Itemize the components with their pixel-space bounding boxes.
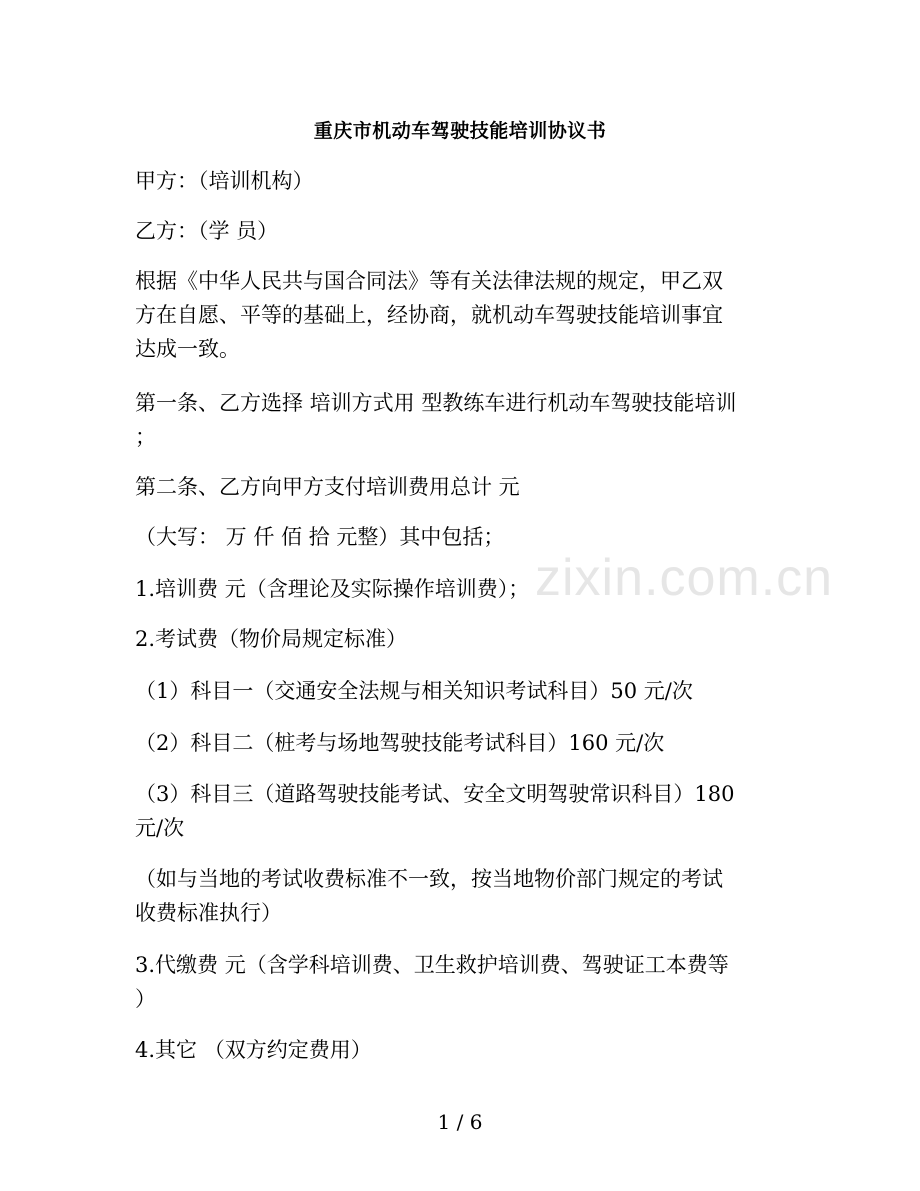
party-b-line: 乙方：（学 员） xyxy=(135,219,279,243)
intro-line-1: 根据《中华人民共与国合同法》等有关法律法规的规定，甲乙双 xyxy=(135,269,723,293)
training-fee-line: 1.培训费 元（含理论及实际操作培训费）； xyxy=(135,577,530,601)
subject3-line-1: （3）科目三（道路驾驶技能考试、安全文明驾驶常识科目）180 xyxy=(135,782,735,806)
subject2-line: （2）科目二（桩考与场地驾驶技能考试科目）160 元/次 xyxy=(135,731,665,755)
other-fee-line: 4.其它 （双方约定费用） xyxy=(135,1038,372,1062)
agency-fee-line-1: 3.代缴费 元（含学科培训费、卫生救护培训费、驾驶证工本费等 xyxy=(135,953,729,977)
note-line-1: （如与当地的考试收费标准不一致，按当地物价部门规定的考试 xyxy=(135,867,723,891)
article1-line-1: 第一条、乙方选择 培训方式用 型教练车进行机动车驾驶技能培训 xyxy=(135,391,737,415)
note-line-2: 收费标准执行） xyxy=(135,901,282,925)
agency-fee-line-2: ） xyxy=(135,987,156,1011)
intro-line-3: 达成一致。 xyxy=(135,337,240,361)
article1-line-2: ； xyxy=(135,425,156,449)
subject1-line: （1）科目一（交通安全法规与相关知识考试科目）50 元/次 xyxy=(135,679,693,703)
subject3-line-2: 元/次 xyxy=(135,816,185,840)
exam-fee-line: 2.考试费（物价局规定标准） xyxy=(135,627,408,651)
intro-line-2: 方在自愿、平等的基础上，经协商，就机动车驾驶技能培训事宜 xyxy=(135,303,723,327)
party-a-line: 甲方：（培训机构） xyxy=(135,169,314,193)
document-title: 重庆市机动车驾驶技能培训协议书 xyxy=(313,120,607,142)
article2-line-2: （大写： 万 仟 佰 拾 元整）其中包括； xyxy=(135,525,505,549)
article2-line-1: 第二条、乙方向甲方支付培训费用总计 元 xyxy=(135,475,520,499)
page-number: 1 / 6 xyxy=(437,1110,483,1134)
watermark-text: zixin.com.cn xyxy=(535,549,834,607)
